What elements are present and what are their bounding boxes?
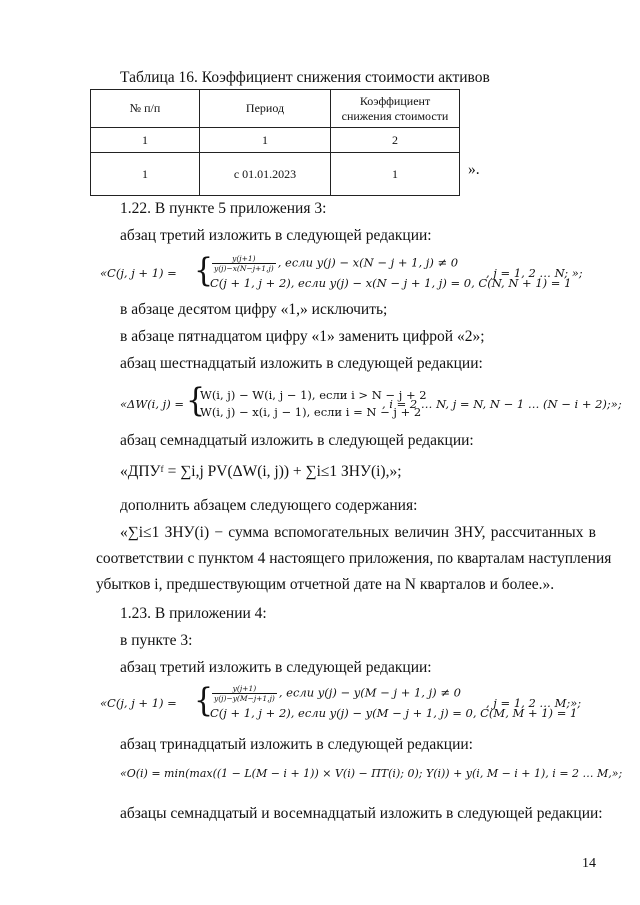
fraction-denominator: y(j)−x(N−j+1,j) <box>214 264 274 273</box>
formula-case-2: C(j + 1, j + 2), если y(j) − x(N − j + 1, j) = 0, C(N, N + 1) = 1 <box>210 276 572 290</box>
header-cell-coefficient: Коэффициент снижения стоимости <box>331 90 460 128</box>
table-cell: 2 <box>331 128 460 153</box>
table-caption: Таблица 16. Коэффициент снижения стоимости активов <box>120 69 490 86</box>
formula-case-2: W(i, j) − x(i, j − 1), если i = N − j + 2 <box>200 405 422 419</box>
paragraph: абзац тринадцатый изложить в следующей редакции: <box>120 736 473 753</box>
page-number: 14 <box>582 856 596 871</box>
table-cell: 1 <box>200 128 331 153</box>
formula-fraction <box>212 254 276 273</box>
formula-condition: , если y(j) − y(M − j + 1, j) ≠ 0 <box>278 685 461 700</box>
table-header-row <box>91 90 460 128</box>
table-cell: 1 <box>91 153 200 196</box>
paragraph: абзац семнадцатый изложить в следующей редакции: <box>120 432 474 449</box>
table-row <box>91 128 460 153</box>
paragraph: абзац шестнадцатый изложить в следующей редакции: <box>120 355 483 372</box>
header-cell-number: № п/п <box>91 90 200 128</box>
formula-condition: , если y(j) − x(N − j + 1, j) ≠ 0 <box>277 255 459 270</box>
formula-c-coefficient-2 <box>100 681 590 722</box>
formula-o-i: «O(i) = min(max((1 − L(M − i + 1)) × V(i) − ПТ(i); 0); Y(i)) + y(i, M − i + 1), i = 2 … M,»; <box>120 767 623 780</box>
table-cell: с 01.01.2023 <box>200 153 331 196</box>
paragraph-line: соответствии с пунктом 4 настоящего приложения, по кварталам наступления <box>96 550 612 567</box>
formula-delta-w <box>120 381 622 424</box>
formula-case-1: W(i, j) − W(i, j − 1), если i > N − j + 2 <box>200 388 427 402</box>
section-1-22-heading: 1.22. В пункте 5 приложения 3: <box>120 200 327 217</box>
table-closing-quote: ». <box>468 161 480 178</box>
table-row <box>91 153 460 196</box>
formula-lhs: «C(j, j + 1) = <box>100 696 177 710</box>
formula-tail: , j = 1, 2 … N; »; <box>486 266 583 280</box>
paragraph: в абзаце десятом цифру «1,» исключить; <box>120 301 388 318</box>
paragraph: абзац третий изложить в следующей редакции: <box>120 659 432 676</box>
formula-c-coefficient-1 <box>100 251 590 292</box>
formula-tail: , j = 1, 2 … M;»; <box>486 696 582 710</box>
formula-dpu: «ДПУᶠ = ∑i,j PV(ΔW(i, j)) + ∑i≤1 ЗНУ(i),»; <box>120 463 402 480</box>
paragraph: дополнить абзацем следующего содержания: <box>120 497 418 514</box>
paragraph: абзацы семнадцатый и восемнадцатый изложить в следующей редакции: <box>120 805 603 822</box>
formula-case-1 <box>210 684 461 703</box>
fraction-numerator: y(j+1) <box>212 254 276 264</box>
paragraph: в абзаце пятнадцатом цифру «1» заменить цифрой «2»; <box>120 328 485 345</box>
formula-case-2: C(j + 1, j + 2), если y(j) − y(M − j + 1, j) = 0, C(M, M + 1) = 1 <box>210 706 578 720</box>
formula-lhs: «C(j, j + 1) = <box>100 266 177 280</box>
paragraph-line: убытков i, предшествующим отчетной дате на N кварталов и более.». <box>96 576 555 593</box>
formula-fraction <box>212 684 277 703</box>
header-cell-period: Период <box>200 90 331 128</box>
formula-case-1 <box>210 254 458 273</box>
fraction-numerator: y(j+1) <box>212 684 277 694</box>
formula-brace: { <box>186 381 206 420</box>
formula-tail: , i = 2 … N, j = N, N − 1 … (N − i + 2);»; <box>382 397 622 411</box>
asset-impairment-table <box>90 89 460 196</box>
formula-brace: { <box>194 251 214 290</box>
table-cell: 1 <box>331 153 460 196</box>
formula-brace: { <box>194 681 214 720</box>
table-cell: 1 <box>91 128 200 153</box>
paragraph: в пункте 3: <box>120 632 193 649</box>
fraction-denominator: y(j)−y(M−j+1,j) <box>214 694 275 703</box>
paragraph: абзац третий изложить в следующей редакции: <box>120 227 432 244</box>
section-1-23-heading: 1.23. В приложении 4: <box>120 605 267 622</box>
formula-lhs: «ΔW(i, j) = <box>120 397 184 411</box>
paragraph-line: «∑i≤1 ЗНУ(i) − сумма вспомогательных величин ЗНУ, рассчитанных в <box>120 524 596 541</box>
